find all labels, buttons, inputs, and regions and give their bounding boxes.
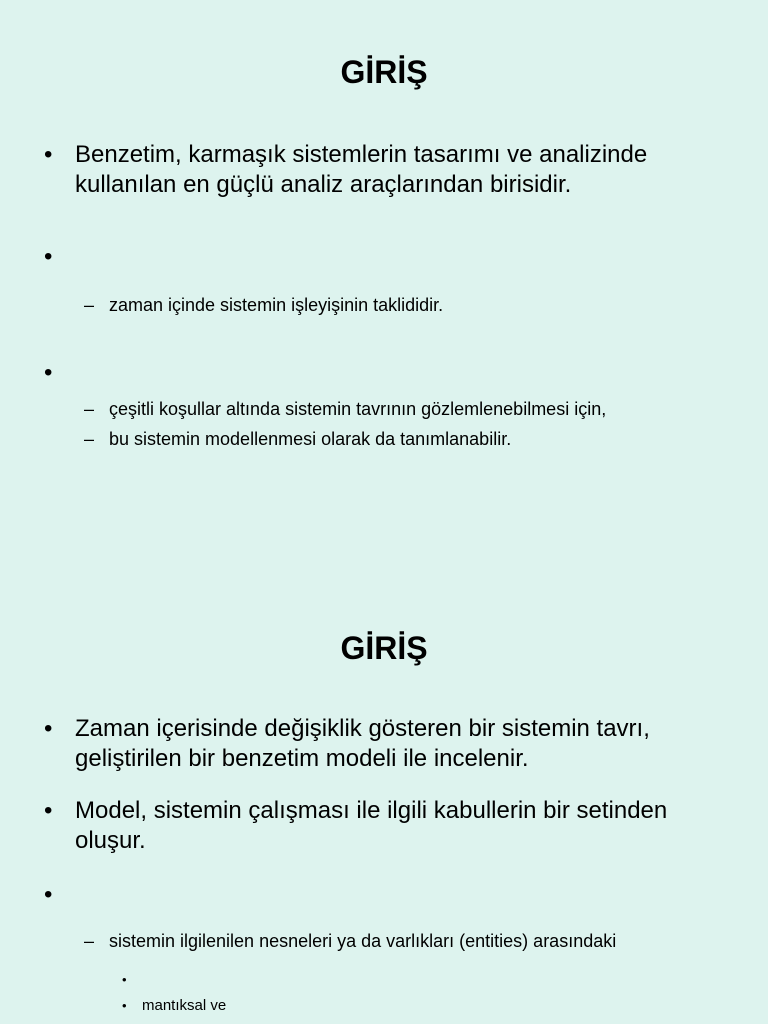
sub-bullet-text: sistemin ilgilenilen nesneleri ya da varlıkları (entities) arasındaki [109, 931, 617, 951]
slide-2 [0, 576, 768, 1024]
bullet-marker: • [44, 797, 53, 824]
bullet-text: Benzetim, karmaşık sistemlerin tasarımı ve analizinde kullanılan en güçlü analiz araçlarından birisidir. [75, 141, 648, 198]
sub-bullet-text: bu sistemin modellenmesi olarak da tanımlanabilir. [109, 429, 512, 449]
bullet-marker: • [44, 359, 53, 386]
bullet-marker: • [44, 141, 53, 168]
sub-sub-bullet-text: mantıksal ve [142, 997, 227, 1014]
dash-marker: – [84, 295, 95, 315]
bullet-marker: • [44, 881, 53, 908]
bullet-marker: • [122, 972, 127, 987]
sub-bullet-text: çeşitli koşullar altında sistemin tavrının gözlemlenebilmesi için, [109, 399, 607, 419]
bullet-text: Zaman içerisinde değişiklik gösteren bir sistemin tavrı, geliştirilen bir benzetim modeli ile incelenir. [75, 715, 650, 772]
dash-marker: – [84, 399, 95, 419]
bullet-marker: • [44, 243, 53, 270]
bullet-text: Model, sistemin çalışması ile ilgili kabullerin bir setinden oluşur. [75, 797, 668, 854]
slide-2-title: GİRİŞ [340, 630, 428, 666]
dash-marker: – [84, 931, 95, 951]
sub-bullet-text: zaman içinde sistemin işleyişinin taklididir. [109, 295, 444, 315]
dash-marker: – [84, 429, 95, 449]
bullet-marker: • [122, 998, 127, 1013]
slide-1-title: GİRİŞ [340, 54, 428, 90]
bullet-marker: • [44, 715, 53, 742]
